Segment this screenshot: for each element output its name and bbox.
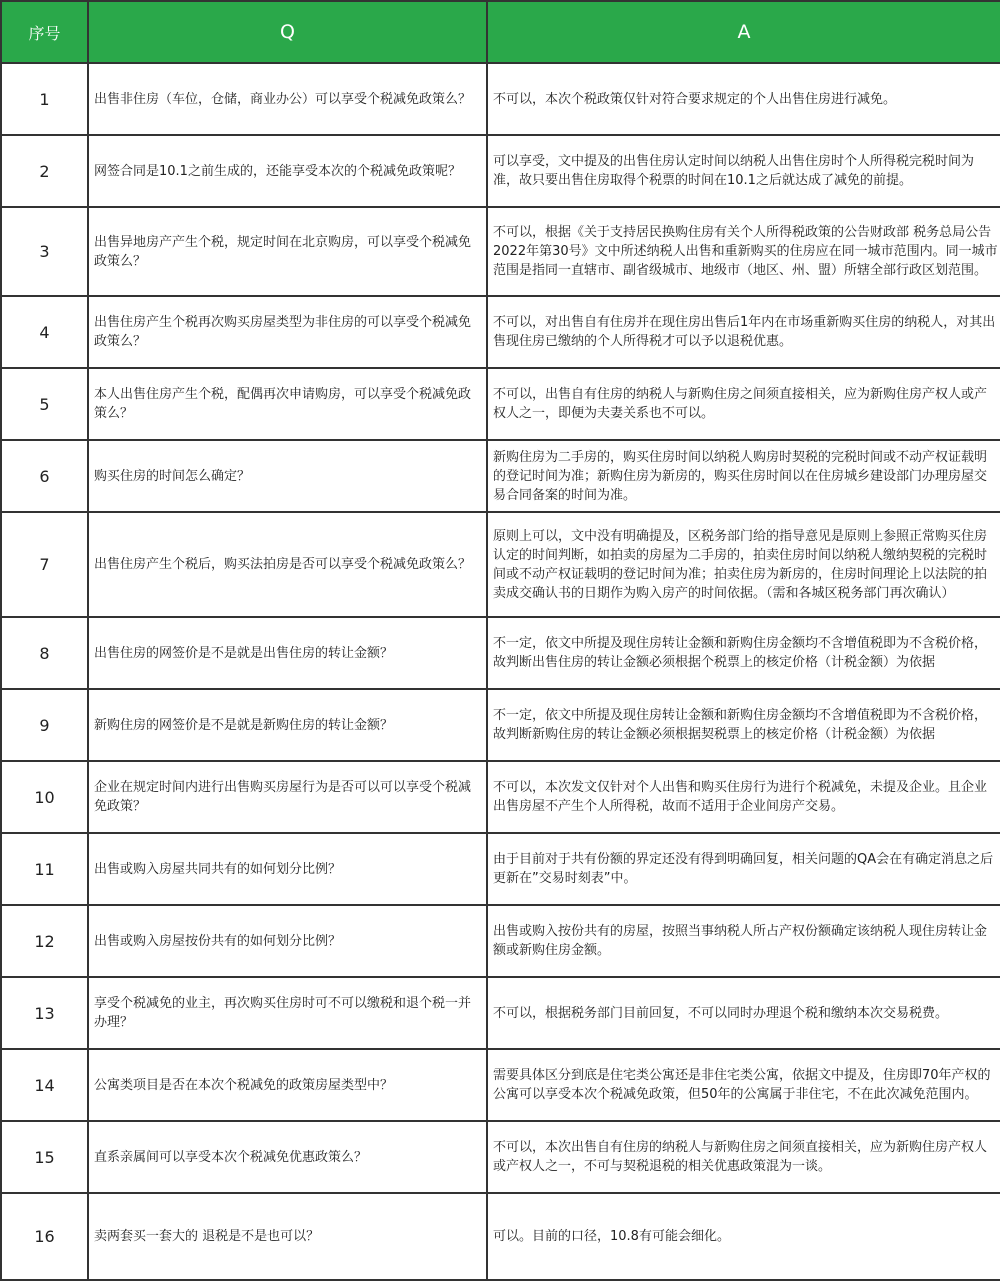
table-row	[1, 368, 1000, 440]
row-number: 13	[1, 977, 88, 1049]
header-serial-number: 序号	[1, 1, 88, 63]
answer-cell: 不可以，本次个税政策仅针对符合要求规定的个人出售住房进行减免。	[487, 63, 1000, 135]
table-row	[1, 440, 1000, 512]
answer-cell: 可以。目前的口径，10.8有可能会细化。	[487, 1193, 1000, 1280]
question-cell: 网签合同是10.1之前生成的，还能享受本次的个税减免政策呢？	[88, 135, 487, 207]
table-row	[1, 63, 1000, 135]
table-row	[1, 977, 1000, 1049]
table-row	[1, 833, 1000, 905]
answer-cell: 不一定，依文中所提及现住房转让金额和新购住房金额均不含增值税即为不含税价格，故判断新购住房的转让金额必须根据契税票上的核定价格（计税金额）为依据	[487, 689, 1000, 761]
row-number: 4	[1, 296, 88, 368]
row-number: 2	[1, 135, 88, 207]
question-cell: 出售住房产生个税后，购买法拍房是否可以享受个税减免政策么？	[88, 512, 487, 617]
row-number: 7	[1, 512, 88, 617]
question-cell: 出售异地房产产生个税，规定时间在北京购房，可以享受个税减免政策么？	[88, 207, 487, 296]
row-number: 14	[1, 1049, 88, 1121]
question-cell: 卖两套买一套大的 退税是不是也可以？	[88, 1193, 487, 1280]
question-cell: 出售或购入房屋按份共有的如何划分比例？	[88, 905, 487, 977]
question-cell: 出售住房产生个税再次购买房屋类型为非住房的可以享受个税减免政策么？	[88, 296, 487, 368]
question-cell: 出售或购入房屋共同共有的如何划分比例？	[88, 833, 487, 905]
answer-cell: 由于目前对于共有份额的界定还没有得到明确回复，相关问题的QA会在有确定消息之后更新在”交易时刻表”中。	[487, 833, 1000, 905]
question-cell: 企业在规定时间内进行出售购买房屋行为是否可以可以享受个税减免政策？	[88, 761, 487, 833]
question-cell: 本人出售住房产生个税，配偶再次申请购房，可以享受个税减免政策么？	[88, 368, 487, 440]
row-number: 6	[1, 440, 88, 512]
table-row	[1, 296, 1000, 368]
answer-cell: 不可以，根据《关于支持居民换购住房有关个人所得税政策的公告财政部 税务总局公告 2022年第30号》文中所述纳税人出售和重新购买的住房应在同一城市范围内。同一城市范围是指同一直辖市、副省级城市、地级市（地区、州、盟）所辖全部行政区划范围。	[487, 207, 1000, 296]
answer-cell: 出售或购入按份共有的房屋，按照当事纳税人所占产权份额确定该纳税人现住房转让金额或新购住房金额。	[487, 905, 1000, 977]
row-number: 16	[1, 1193, 88, 1280]
answer-cell: 不一定，依文中所提及现住房转让金额和新购住房金额均不含增值税即为不含税价格，故判断出售住房的转让金额必须根据个税票上的核定价格（计税金额）为依据	[487, 617, 1000, 689]
row-number: 3	[1, 207, 88, 296]
table-row	[1, 905, 1000, 977]
header-answer: A	[487, 1, 1000, 63]
question-cell: 出售非住房（车位，仓储，商业办公）可以享受个税减免政策么？	[88, 63, 487, 135]
answer-cell: 新购住房为二手房的，购买住房时间以纳税人购房时契税的完税时间或不动产权证载明的登记时间为准；新购住房为新房的，购买住房时间以在住房城乡建设部门办理房屋交易合同备案的时间为准。	[487, 440, 1000, 512]
table-row	[1, 1049, 1000, 1121]
question-cell: 享受个税减免的业主，再次购买住房时可不可以缴税和退个税一并办理？	[88, 977, 487, 1049]
answer-cell: 不可以，出售自有住房的纳税人与新购住房之间须直接相关，应为新购住房产权人或产权人之一，即便为夫妻关系也不可以。	[487, 368, 1000, 440]
table-row	[1, 617, 1000, 689]
row-number: 8	[1, 617, 88, 689]
answer-cell: 不可以，本次发文仅针对个人出售和购买住房行为进行个税减免，未提及企业。且企业出售房屋不产生个人所得税，故而不适用于企业间房产交易。	[487, 761, 1000, 833]
question-cell: 购买住房的时间怎么确定？	[88, 440, 487, 512]
table-row	[1, 761, 1000, 833]
table-row	[1, 1193, 1000, 1280]
table-row	[1, 689, 1000, 761]
row-number: 10	[1, 761, 88, 833]
table-row	[1, 135, 1000, 207]
answer-cell: 原则上可以，文中没有明确提及，区税务部门给的指导意见是原则上参照正常购买住房认定的时间判断，如拍卖的房屋为二手房的，拍卖住房时间以纳税人缴纳契税的完税时间或不动产权证载明的登记时间为准；拍卖住房为新房的，住房时间理论上以法院的拍卖成交确认书的日期作为购入房产的时间依据。（需和各城区税务部门再次确认）	[487, 512, 1000, 617]
answer-cell: 不可以，对出售自有住房并在现住房出售后1年内在市场重新购买住房的纳税人，对其出售现住房已缴纳的个人所得税才可以予以退税优惠。	[487, 296, 1000, 368]
question-cell: 新购住房的网签价是不是就是新购住房的转让金额？	[88, 689, 487, 761]
answer-cell: 不可以，根据税务部门目前回复，不可以同时办理退个税和缴纳本次交易税费。	[487, 977, 1000, 1049]
row-number: 11	[1, 833, 88, 905]
row-number: 9	[1, 689, 88, 761]
question-cell: 出售住房的网签价是不是就是出售住房的转让金额？	[88, 617, 487, 689]
question-cell: 公寓类项目是否在本次个税减免的政策房屋类型中？	[88, 1049, 487, 1121]
row-number: 5	[1, 368, 88, 440]
answer-cell: 需要具体区分到底是住宅类公寓还是非住宅类公寓，依据文中提及，住房即70年产权的公寓可以享受本次个税减免政策，但50年的公寓属于非住宅，不在此次减免范围内。	[487, 1049, 1000, 1121]
header-row	[1, 1, 1000, 63]
row-number: 12	[1, 905, 88, 977]
answer-cell: 可以享受，文中提及的出售住房认定时间以纳税人出售住房时个人所得税完税时间为准，故只要出售住房取得个税票的时间在10.1之后就达成了减免的前提。	[487, 135, 1000, 207]
answer-cell: 不可以，本次出售自有住房的纳税人与新购住房之间须直接相关，应为新购住房产权人或产权人之一，不可与契税退税的相关优惠政策混为一谈。	[487, 1121, 1000, 1193]
table-row	[1, 1121, 1000, 1193]
row-number: 15	[1, 1121, 88, 1193]
table-row	[1, 207, 1000, 296]
table-row	[1, 512, 1000, 617]
header-question: Q	[88, 1, 487, 63]
row-number: 1	[1, 63, 88, 135]
question-cell: 直系亲属间可以享受本次个税减免优惠政策么？	[88, 1121, 487, 1193]
